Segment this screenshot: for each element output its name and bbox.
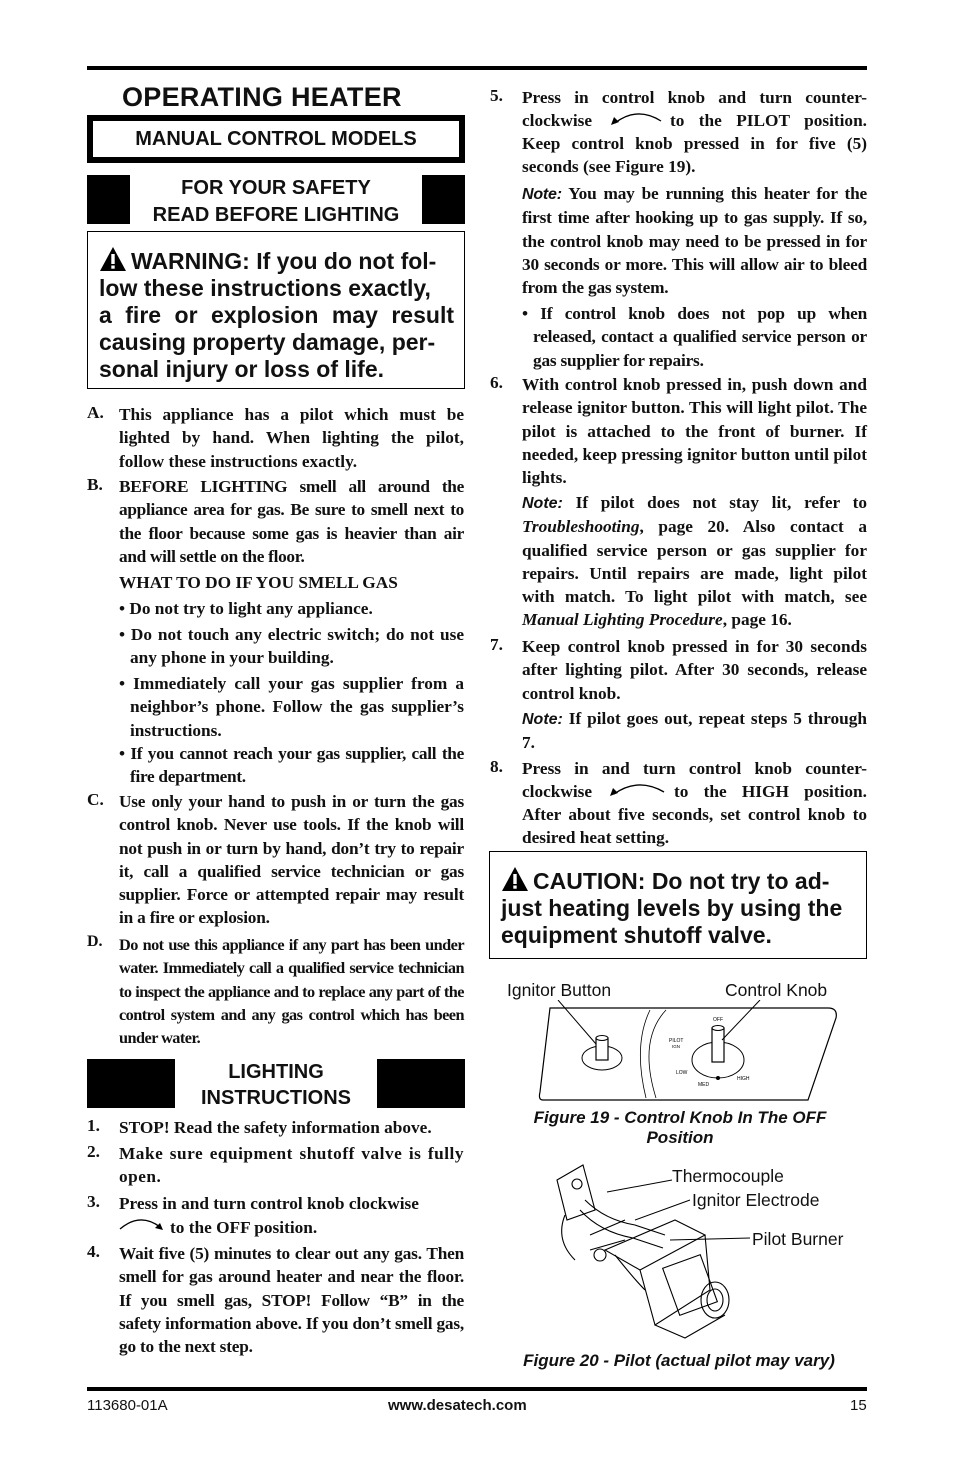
- step-6-note-b: , page 20. Also contact a qualified service person or gas supplier for repairs. Until repairs are made, light pilot with match. To light pilot with match, see: [522, 517, 867, 607]
- ignitor-electrode-label: Ignitor Electrode: [692, 1190, 820, 1210]
- item-c-text: Use only your hand to push in or turn the gas control knob. Never use tools. If the knob will not push in or turn by hand, don’t try to repair it, call a qualified service technician or gas supplier. Force or attempted repair may result in a fire or explosion.: [119, 792, 464, 928]
- knob-mark-med: MED: [698, 1082, 710, 1088]
- safety-banner-line-1: FOR YOUR SAFETY: [181, 177, 371, 199]
- item-d-text: Do not use this appliance if any part has been under water. Immediately call a qualified service technician to inspect the appliance and to replace any part of the control system and any gas control which has been under water.: [119, 935, 464, 1048]
- item-a-label: A.: [87, 403, 104, 422]
- counterclockwise-arrow-icon: [607, 110, 663, 126]
- step-6-note-a: If pilot does not stay lit, refer to: [575, 493, 867, 512]
- step-8-high-position: to the HIGH position.: [674, 782, 867, 801]
- smell-gas-heading: WHAT TO DO IF YOU SMELL GAS: [119, 573, 398, 592]
- safety-banner-text: [130, 175, 422, 229]
- item-b-label: B.: [87, 475, 103, 494]
- counterclockwise-arrow-icon: [606, 781, 666, 797]
- step-4-label: 4.: [87, 1242, 100, 1261]
- step-8-line-1: Press in and turn control knob counter-: [522, 759, 867, 778]
- step-6-label: 6.: [490, 373, 503, 392]
- note-label: Note:: [522, 495, 563, 512]
- step-5-bullet: • If control knob does not pop up when released, contact a qualified service person or gas supplier for repairs.: [522, 304, 867, 370]
- lighting-banner-line-1: LIGHTING: [228, 1061, 324, 1083]
- bullet-3: • Immediately call your gas supplier from a neighbor’s phone. Follow the gas supplier’s instructions.: [119, 674, 464, 740]
- item-c-label: C.: [87, 790, 104, 809]
- knob-mark-high: HIGH: [737, 1076, 750, 1082]
- safety-banner: [87, 175, 465, 224]
- knob-mark-low: LOW: [676, 1070, 688, 1076]
- item-b-text: BEFORE LIGHTING smell all around the appliance area for gas. Be sure to smell next to the floor because some gas is heavier than air and will settle on the floor.: [119, 477, 464, 566]
- part-number: 113680-01A: [87, 1397, 168, 1414]
- warning-line-2: low these instructions exactly,: [99, 275, 431, 301]
- bullet-2: • Do not touch any electric switch; do not use any phone in your building.: [119, 625, 464, 668]
- step-7-note: [522, 707, 867, 755]
- step-5-note-text: You may be running this heater for the first time after hooking up to gas supply. If so, the control knob may need to be pressed in for 30 seconds or more. This will allow air to bleed from the gas system.: [522, 184, 867, 298]
- knob-mark-ign: IGN: [672, 1044, 681, 1049]
- control-knob-label: Control Knob: [725, 980, 828, 1000]
- warning-box: [87, 231, 465, 389]
- bottom-rule: [87, 1387, 867, 1391]
- step-6-text: With control knob pressed in, push down and release ignitor button. This will light pilot. The pilot is attached to the front of burner. If needed, keep pressing ignitor button until pilot lights.: [522, 375, 867, 488]
- bullet-4: • If you cannot reach your gas supplier, call the fire department.: [119, 744, 464, 787]
- step-7-label: 7.: [490, 635, 503, 654]
- item-d-label: D.: [87, 933, 103, 950]
- knob-mark-off: OFF: [713, 1017, 723, 1023]
- lighting-banner-line-2: INSTRUCTIONS: [201, 1087, 351, 1109]
- section-subtitle: MANUAL CONTROL MODELS: [93, 121, 459, 157]
- caution-text: [501, 866, 858, 949]
- step-4-text: Wait five (5) minutes to clear out any gas. Then smell for gas around heater and near the floor. If you smell gas, STOP! Follow “B” in the safety information above. If you don’t smell gas, go to the next step.: [119, 1244, 464, 1357]
- step-1-label: 1.: [87, 1116, 100, 1135]
- caution-line-2: just heating levels by using the: [501, 895, 843, 921]
- figure-20-caption: Figure 20 - Pilot (actual pilot may vary): [523, 1351, 835, 1370]
- caution-box: [489, 851, 867, 959]
- step-1-text: STOP! Read the safety information above.: [119, 1118, 432, 1137]
- warning-line-3: a fire or explosion may result: [99, 302, 454, 328]
- pilot-burner-label: Pilot Burner: [752, 1229, 844, 1249]
- caution-line-1-text: CAUTION: Do not try to ad-: [533, 868, 830, 894]
- knob-mark-pilot: PILOT: [669, 1038, 684, 1044]
- step-6-note-c: , page 16.: [722, 610, 792, 630]
- step-5-pilot-position: to the PILOT position.: [670, 111, 867, 130]
- step-8-line-3: After about five seconds, set control knob to desired heat setting.: [522, 805, 867, 848]
- warning-line-1: [99, 246, 454, 275]
- clockwise-arrow-icon: [118, 1216, 166, 1232]
- step-5-note: [522, 182, 867, 299]
- step-3-line-1: Press in and turn control knob clockwise: [119, 1194, 419, 1213]
- warning-triangle-icon: [99, 246, 127, 272]
- top-rule: [87, 66, 867, 70]
- lighting-block-right: [377, 1059, 465, 1108]
- step-6-note: [522, 491, 867, 632]
- step-2-text: Make sure equipment shutoff valve is fully open.: [119, 1144, 464, 1187]
- lighting-banner-text: [175, 1059, 377, 1111]
- step-8-clockwise: clockwise: [522, 782, 593, 801]
- page-title: OPERATING HEATER: [122, 82, 402, 112]
- section-subtitle-box: [87, 115, 465, 163]
- troubleshooting-link[interactable]: Troubleshooting: [522, 517, 640, 537]
- step-7-note-text: If pilot goes out, repeat steps 5 through 7.: [522, 709, 867, 753]
- figure-19-caption: Figure 19 - Control Knob In The OFF Position: [533, 1108, 827, 1147]
- warning-line-4: causing property damage, per-: [99, 329, 436, 355]
- warning-triangle-icon: [501, 866, 529, 892]
- warning-text: [99, 246, 454, 383]
- step-5-line-3: Keep control knob pressed in for five (5) seconds (see Figure 19).: [522, 134, 867, 177]
- step-3-line-2: to the OFF position.: [170, 1218, 318, 1237]
- step-2-label: 2.: [87, 1142, 100, 1161]
- pilot-assembly-figure: [545, 1160, 755, 1340]
- item-a-text: This appliance has a pilot which must be lighted by hand. When lighting the pilot, follow these instructions exactly.: [119, 405, 464, 471]
- step-5-clockwise: clockwise: [522, 111, 593, 130]
- page-number: 15: [850, 1397, 867, 1414]
- note-label: Note:: [522, 711, 563, 728]
- lighting-block-left: [87, 1059, 175, 1108]
- step-3-label: 3.: [87, 1192, 100, 1211]
- bullet-1: • Do not try to light any appliance.: [119, 599, 373, 618]
- step-5-label: 5.: [490, 86, 503, 105]
- control-panel-figure: [538, 1000, 840, 1104]
- banner-block-left: [87, 175, 130, 224]
- caution-line-1: [501, 866, 858, 895]
- ignitor-button-label: Ignitor Button: [507, 980, 612, 1000]
- note-label: Note:: [522, 186, 562, 203]
- step-7-text: Keep control knob pressed in for 30 seconds after lighting pilot. After 30 seconds, release control knob.: [522, 637, 867, 703]
- step-8-label: 8.: [490, 757, 503, 776]
- banner-block-right: [422, 175, 465, 224]
- website-link[interactable]: www.desatech.com: [388, 1397, 527, 1414]
- thermocouple-label: Thermocouple: [672, 1166, 784, 1186]
- safety-banner-line-2: READ BEFORE LIGHTING: [152, 204, 400, 226]
- caution-line-3: equipment shutoff valve.: [501, 922, 772, 948]
- warning-line-5: sonal injury or loss of life.: [99, 356, 384, 382]
- step-5-line-1: Press in control knob and turn counter-: [522, 88, 867, 107]
- lighting-banner: [87, 1059, 465, 1108]
- warning-line-1-text: WARNING: If you do not fol-: [131, 248, 437, 274]
- manual-lighting-link[interactable]: Manual Lighting Procedure: [522, 610, 723, 630]
